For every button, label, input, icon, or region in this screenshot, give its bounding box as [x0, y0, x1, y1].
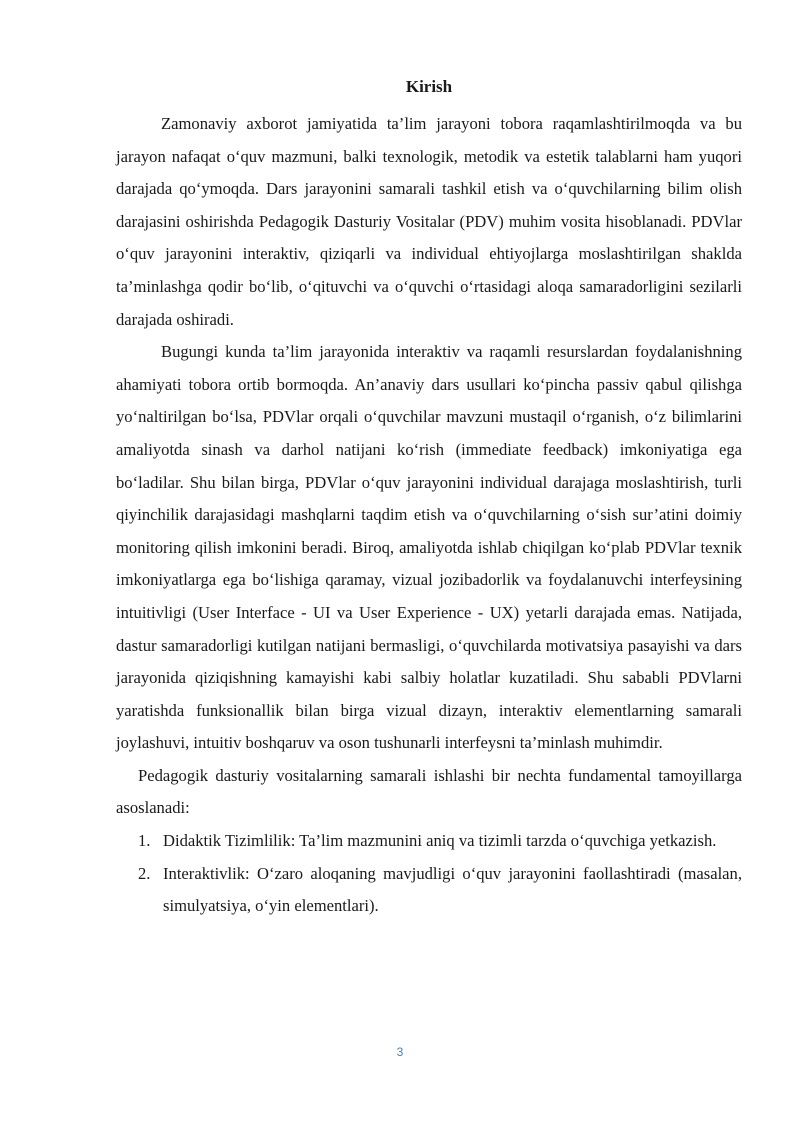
page-content: [116, 72, 742, 923]
list-item-number: 1.: [138, 831, 151, 851]
paragraph-principles: Pedagogik dasturiy vositalarning samarali ishlashi bir nechta fundamental tamoyillarga asoslanadi:: [116, 765, 742, 818]
list-item: [116, 825, 742, 858]
list-item-number: 2.: [138, 863, 151, 883]
page-number: 3: [396, 1045, 404, 1059]
page-title: Kirish: [405, 77, 453, 96]
list-item: [116, 858, 742, 923]
paragraph-body: Bugungi kunda ta’lim jarayonida interaktiv va raqamli resurslardan foydalanishning ahamiyati tobora ortib bormoqda. An’anaviy dars usullari ko‘pincha passiv qabul qilishga yo‘naltirilgan bo‘lsa, PDVlar orqali o‘quvchilar mavzuni mustaqil o‘rganish, o‘z bilimlarini amaliyotda sinash va darhol natijani ko‘rish (immediate feedback) imkoniyatiga ega bo‘ladilar. Shu bilan birga, PDVlar o‘quv jarayonini individual darajaga moslashtirish, turli qiyinchilik darajasidagi mashqlarni taqdim etish va o‘quvchilarning o‘sish sur’atini doimiy monitoring qilish imkonini beradi. Biroq, amaliyotda ishlab chiqilgan ko‘plab PDVlar texnik imkoniyatlarga ega bo‘lishiga qaramay, vizual jozibadorlik va foydalanuvchi interfeysining intuitivligi (User Interface - UI va User Experience - UX) yetarli darajada emas. Natijada, dastur samaradorligi kutilgan natijani bermasligi, o‘quvchilarda motivatsiya pasayishi va dars jarayonida qiziqishning kamayishi kabi salbiy holatlar kuzatiladi. Shu sababli PDVlarni yaratishda funksionallik bilan birga vizual dizayn, interaktiv elementlarning samarali joylashuvi, intuitiv boshqaruv va oson tushunarli interfeysni ta’minlash muhimdir.: [116, 342, 742, 753]
paragraph-intro: Zamonaviy axborot jamiyatida ta’lim jarayoni tobora raqamlashtirilmoqda va bu jarayon nafaqat o‘quv mazmuni, balki texnologik, metodik va estetik talablarni ham yuqori darajada qo‘ymoqda. Dars jarayonini samarali tashkil etish va o‘quvchilarning bilim olish darajasini oshirishda Pedagogik Dasturiy Vositalar (PDV) muhim vosita hisoblanadi. PDVlar o‘quv jarayonini interaktiv, qiziqarli va individual ehtiyojlarga moslashtirilgan shaklda ta’minlashga qodir bo‘lib, o‘qituvchi va o‘quvchi o‘rtasidagi aloqa samaradorligini sezilarli darajada oshiradi.: [116, 114, 742, 329]
list-item-text: Didaktik Tizimlilik: Ta’lim mazmunini aniq va tizimli tarzda o‘quvchiga yetkazish.: [163, 831, 717, 851]
principles-list: [116, 825, 742, 923]
list-item-text: Interaktivlik: O‘zaro aloqaning mavjudligi o‘quv jarayonini faollashtiradi (masalan, simulyatsiya, o‘yin elementlari).: [163, 863, 742, 916]
